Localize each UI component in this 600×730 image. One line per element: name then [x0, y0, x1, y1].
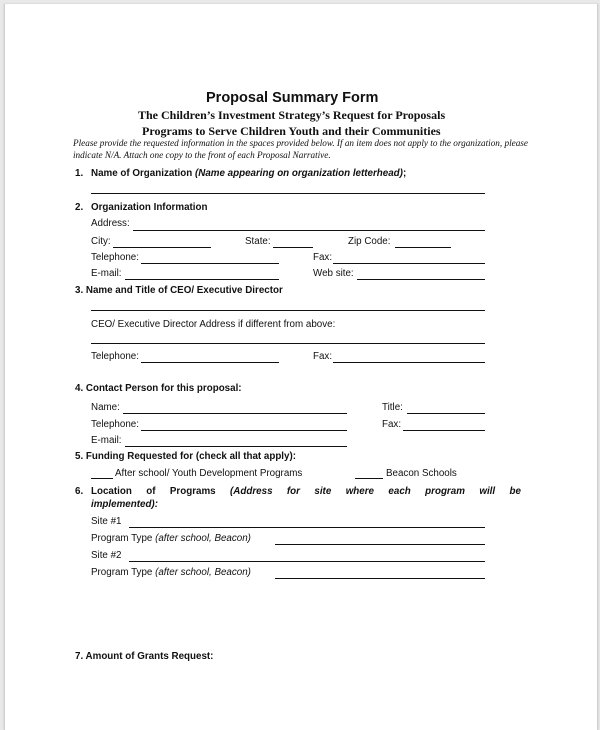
program-type-1-label [91, 533, 251, 544]
ceo-fax-label: Fax: [313, 351, 333, 362]
afterschool-checkbox-line[interactable] [91, 478, 113, 479]
section-2-number: 2. [75, 202, 84, 213]
contact-title-line[interactable] [407, 413, 485, 414]
form-subtitle-2: Programs to Serve Children Youth and their Communities [142, 124, 441, 138]
beacon-option-label: Beacon Schools [386, 468, 457, 479]
telephone-label: Telephone: [91, 252, 139, 263]
section-5-label: 5. Funding Requested for (check all that apply): [75, 451, 296, 462]
site-1-line[interactable] [129, 527, 485, 528]
email-line[interactable] [125, 279, 279, 280]
ceo-address-line[interactable] [91, 343, 485, 344]
s6-word-3: Programs [169, 486, 216, 497]
site-2-line[interactable] [129, 561, 485, 562]
telephone-line[interactable] [141, 263, 279, 264]
s6-word-2: of [146, 486, 156, 497]
section-6-heading [91, 486, 521, 497]
program-type-1-line[interactable] [275, 544, 485, 545]
section-4-label: 4. Contact Person for this proposal: [75, 383, 242, 394]
address-label: Address: [91, 218, 130, 229]
s6-word-10: will [479, 486, 496, 497]
ceo-telephone-label: Telephone: [91, 351, 139, 362]
form-page [4, 4, 598, 730]
section-6-number: 6. [75, 486, 84, 497]
section-1-hint: (Name appearing on organization letterhead) [194, 168, 403, 179]
ceo-name-line[interactable] [91, 310, 485, 311]
program-type-1-text: Program Type [91, 533, 153, 544]
s6-word-4: (Address [230, 486, 273, 497]
zip-label: Zip Code: [348, 236, 391, 247]
ceo-telephone-line[interactable] [141, 362, 279, 363]
s6-word-8: each [388, 486, 411, 497]
organization-name-line[interactable] [91, 193, 485, 194]
section-1-heading [91, 168, 406, 179]
s6-word-11: be [509, 486, 521, 497]
section-3-label: 3. Name and Title of CEO/ Executive Director [75, 285, 283, 296]
form-title: Proposal Summary Form [206, 90, 379, 106]
ceo-address-label: CEO/ Executive Director Address if different from above: [91, 319, 336, 330]
beacon-checkbox-line[interactable] [355, 478, 383, 479]
email-label: E-mail: [91, 268, 122, 279]
contact-fax-label: Fax: [382, 419, 402, 430]
program-type-1-hint: (after school, Beacon) [155, 533, 251, 544]
state-line[interactable] [273, 247, 313, 248]
form-subtitle-1: The Children’s Investment Strategy’s Request for Proposals [138, 108, 446, 122]
instructions: Please provide the requested information in the spaces provided below. If an item does not apply to the organization, please indicate N/A. Attach one copy to the front of each Proposal Narrative. [73, 138, 528, 160]
site-2-label: Site #2 [91, 550, 122, 561]
section-1-number: 1. [75, 168, 84, 179]
contact-fax-line[interactable] [403, 430, 485, 431]
fax-line[interactable] [333, 263, 485, 264]
website-label: Web site: [313, 268, 354, 279]
section-1-tail: ; [402, 168, 407, 179]
s6-word-5: for [286, 486, 300, 497]
address-line[interactable] [133, 230, 485, 231]
s6-word-1: Location [91, 486, 132, 497]
site-1-label: Site #1 [91, 516, 122, 527]
program-type-2-hint: (after school, Beacon) [155, 567, 251, 578]
website-line[interactable] [357, 279, 485, 280]
city-line[interactable] [113, 247, 211, 248]
ceo-fax-line[interactable] [333, 362, 485, 363]
section-1-label: Name of Organization [91, 168, 193, 179]
contact-title-label: Title: [382, 402, 403, 413]
zip-line[interactable] [395, 247, 451, 248]
s6-word-6: site [314, 486, 332, 497]
contact-name-line[interactable] [123, 413, 347, 414]
fax-label: Fax: [313, 252, 333, 263]
program-type-2-label [91, 567, 251, 578]
city-label: City: [91, 236, 111, 247]
section-6-heading-cont: implemented): [91, 499, 158, 510]
contact-email-label: E-mail: [91, 435, 122, 446]
contact-telephone-line[interactable] [141, 430, 347, 431]
section-2-label: Organization Information [91, 202, 208, 213]
s6-word-9: program [425, 486, 465, 497]
program-type-2-text: Program Type [91, 567, 153, 578]
state-label: State: [245, 236, 271, 247]
contact-name-label: Name: [91, 402, 120, 413]
s6-word-7: where [345, 486, 375, 497]
contact-telephone-label: Telephone: [91, 419, 139, 430]
afterschool-option-label: After school/ Youth Development Programs [115, 468, 303, 479]
program-type-2-line[interactable] [275, 578, 485, 579]
contact-email-line[interactable] [125, 446, 347, 447]
section-7-label: 7. Amount of Grants Request: [75, 651, 214, 662]
